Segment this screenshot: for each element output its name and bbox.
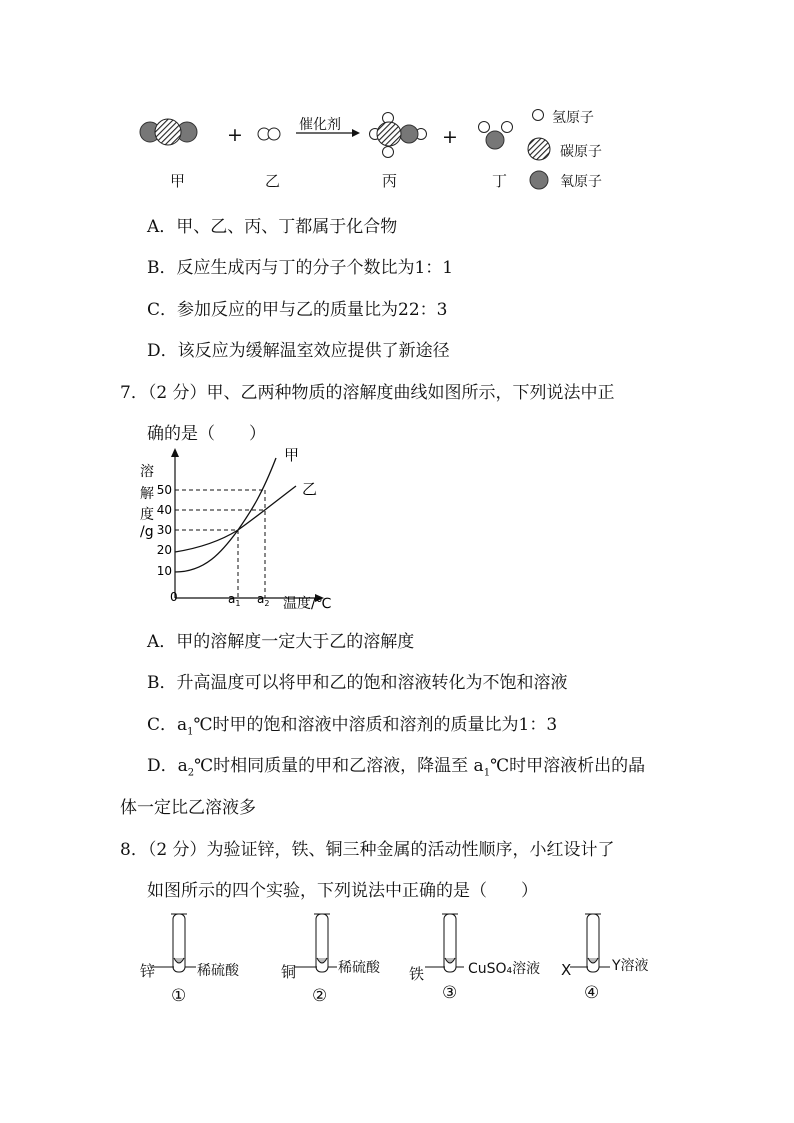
label-jia: 甲 bbox=[170, 172, 186, 190]
label-yi: 乙 bbox=[265, 172, 281, 190]
tube-1 bbox=[150, 914, 196, 972]
tube-2 bbox=[294, 914, 337, 972]
molecule-yi bbox=[258, 128, 280, 140]
tube2-left: 铜 bbox=[281, 963, 297, 981]
ylabel-char-1: 溶 bbox=[140, 464, 154, 480]
solubility-chart bbox=[130, 448, 350, 618]
tube1-right: 稀硫酸 bbox=[197, 963, 239, 979]
series-label-yi: 乙 bbox=[302, 480, 318, 498]
tube4-left: X bbox=[561, 961, 572, 979]
plus-sign-2: + bbox=[442, 126, 458, 148]
curve-yi bbox=[175, 486, 296, 552]
molecule-bing bbox=[370, 113, 427, 158]
q7-option-d-cont: 体一定比乙溶液多 bbox=[120, 798, 256, 818]
q7-stem-line2: 确的是（ ） bbox=[147, 424, 266, 444]
reaction-diagram bbox=[130, 100, 460, 170]
xtick-a2: $a_2$ bbox=[257, 592, 270, 608]
ylabel-char-4: /g bbox=[140, 524, 154, 540]
q6-option-d: D．该反应为缓解温室效应提供了新途径 bbox=[147, 341, 450, 361]
tube1-num: ① bbox=[171, 986, 187, 1006]
legend-carbon: 碳原子 bbox=[560, 144, 602, 160]
curve-jia bbox=[175, 458, 276, 572]
tube3-left: 铁 bbox=[409, 965, 425, 983]
tube2-right: 稀硫酸 bbox=[338, 960, 380, 976]
q6-option-b: B．反应生成丙与丁的分子个数比为1：1 bbox=[147, 258, 454, 278]
tube-4 bbox=[570, 914, 610, 972]
legend-hydrogen: 氢原子 bbox=[552, 110, 594, 126]
ytick-10: 10 bbox=[156, 564, 172, 578]
q8-stem-line2: 如图所示的四个实验，下列说法中正确的是（ ） bbox=[147, 881, 538, 901]
plus-sign-1: + bbox=[227, 124, 243, 146]
q6-option-c: C．参加反应的甲与乙的质量比为22：3 bbox=[147, 300, 448, 320]
tube4-num: ④ bbox=[584, 983, 600, 1003]
tube3-num: ③ bbox=[442, 983, 458, 1003]
series-label-jia: 甲 bbox=[284, 448, 300, 464]
q7-option-a: A．甲的溶解度一定大于乙的溶解度 bbox=[147, 632, 415, 652]
origin-label: 0 bbox=[170, 590, 178, 604]
tube3-right: CuSO₄溶液 bbox=[468, 961, 541, 977]
label-bing: 丙 bbox=[382, 172, 398, 190]
ytick-20: 20 bbox=[156, 543, 172, 557]
ytick-50: 50 bbox=[156, 483, 172, 497]
legend-oxygen: 氧原子 bbox=[560, 174, 602, 190]
ylabel-char-3: 度 bbox=[140, 507, 154, 523]
q7-option-b: B．升高温度可以将甲和乙的饱和溶液转化为不饱和溶液 bbox=[147, 673, 568, 693]
q7-option-d: D．$a_2℃$时相同质量的甲和乙溶液，降温至 $a_1℃$时甲溶液析出的晶 bbox=[147, 756, 646, 779]
ylabel-char-2: 解 bbox=[140, 486, 154, 502]
molecule-ding bbox=[476, 118, 516, 154]
molecule-jia bbox=[140, 119, 197, 145]
q8-stem-line1: 8．（2 分）为验证锌，铁、铜三种金属的活动性顺序，小红设计了 bbox=[120, 840, 615, 860]
tube4-right: Y溶液 bbox=[612, 958, 649, 974]
ytick-40: 40 bbox=[156, 503, 172, 517]
tube-3 bbox=[425, 914, 464, 972]
q7-option-c: C．$a_1℃$时甲的饱和溶液中溶质和溶剂的质量比为1：3 bbox=[147, 715, 558, 738]
q7-stem-line1: 7．（2 分）甲、乙两种物质的溶解度曲线如图所示，下列说法中正 bbox=[120, 383, 615, 403]
tube2-num: ② bbox=[312, 986, 328, 1006]
label-ding: 丁 bbox=[492, 172, 508, 190]
xlabel: 温度/℃ bbox=[283, 596, 332, 612]
ytick-30: 30 bbox=[156, 523, 172, 537]
tube1-left: 锌 bbox=[140, 962, 156, 980]
q6-option-a: A．甲、乙、丙、丁都属于化合物 bbox=[147, 217, 398, 237]
xtick-a1: $a_1$ bbox=[228, 592, 241, 608]
catalyst-label: 催化剂 bbox=[299, 117, 341, 133]
